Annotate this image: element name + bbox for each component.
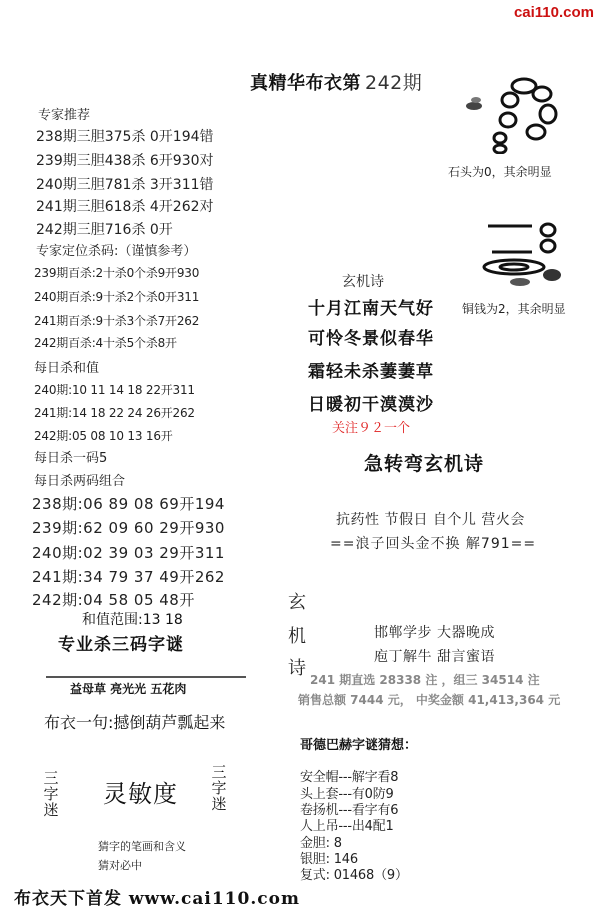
expert-line: 241期三胆618杀 4开262对: [36, 199, 214, 215]
position-line: 239期百杀:2十杀0个杀9开930: [34, 266, 200, 280]
expert-line: 239期三胆438杀 6开930对: [36, 153, 214, 169]
coin-caption: 铜钱为2，其余明显: [462, 302, 566, 316]
idiom-line: 庖丁解牛 甜言蜜语: [374, 649, 495, 665]
guess-note: 猜对必中: [98, 859, 142, 872]
goethe-line: 卷扬机---看字有6: [300, 803, 399, 818]
goethe-line: 人上吊---出4配1: [300, 819, 394, 834]
ji-char: 机: [288, 626, 306, 647]
shi-char: 诗: [288, 658, 306, 679]
goethe-line: 银胆: 146: [300, 852, 358, 867]
idiom-line: 邯郸学步 大器晚成: [374, 625, 495, 641]
poem-line: 霜轻未杀萋萋草: [308, 362, 434, 382]
vertical-right-text: 三字迷: [211, 763, 227, 813]
two-line: 238期:06 89 08 69开194: [32, 495, 225, 513]
sum-line: 240期:10 11 14 18 22开311: [34, 383, 195, 397]
turn-title: 急转弯玄机诗: [364, 453, 485, 475]
two-label: 每日杀两码组合: [34, 474, 126, 489]
words-line: 抗药性 节假日 自个儿 营火会: [336, 512, 525, 528]
site-logo[interactable]: cai110.com: [513, 4, 594, 21]
footer-banner[interactable]: 布衣天下首发 www.cai110.com: [14, 889, 300, 909]
position-label: 专家定位杀码:（谨慎参考）: [36, 244, 197, 259]
sum-line: 242期:05 08 10 13 16开: [34, 429, 173, 443]
poem-line: 可怜冬景似春华: [308, 329, 434, 349]
goethe-line: 安全帽---解字看8: [300, 770, 399, 785]
center-big-text: 灵敏度: [103, 780, 178, 808]
expert-line: 242期三胆716杀 0开: [36, 222, 173, 238]
two-line: 239期:62 09 60 29开930: [32, 519, 225, 537]
stone-figure-icon: [462, 64, 572, 154]
goethe-line: 头上套---有0防9: [300, 787, 394, 802]
expert-label: 专家推荐: [38, 108, 91, 123]
page-title: [250, 68, 422, 95]
coin-figure-icon: [470, 220, 570, 295]
sum-range: 和值范围:13 18: [82, 612, 183, 628]
stone-caption: 石头为0，其余明显: [448, 165, 552, 179]
xuan-char: 玄: [288, 592, 306, 613]
goethe-title: 哥德巴赫字谜猜想：: [300, 738, 418, 753]
two-line: 241期:34 79 37 49开262: [32, 568, 225, 586]
stats-line: 241 期直选 28338 注 ，组三 34514 注: [310, 673, 540, 687]
buyi-sentence: 布衣一句:撼倒葫芦瓢起来: [44, 713, 226, 732]
position-line: 240期百杀:9十杀2个杀0开311: [34, 290, 200, 304]
expert-line: 240期三胆781杀 3开311错: [36, 177, 214, 193]
divider: [46, 676, 246, 678]
vertical-left-text: 三字迷: [43, 769, 59, 819]
guess-note: 猜字的笔画和含义: [98, 840, 186, 853]
goethe-line: 金胆: 8: [300, 836, 342, 851]
two-line: 240期:02 39 03 29开311: [32, 544, 225, 562]
riddle-title: 专业杀三码字谜: [58, 635, 184, 655]
title-text: 真精华布衣第: [250, 73, 361, 94]
poem-label: 玄机诗: [342, 274, 384, 290]
stats-line: 销售总额 7444 元， 中奖金额 41,413,364 元: [298, 693, 561, 707]
poem-line: 十月江南天气好: [308, 299, 434, 319]
position-line: 242期百杀:4十杀5个杀8开: [34, 336, 177, 350]
title-issue: 242期: [365, 72, 423, 94]
goethe-line: 复式: 01468（9）: [300, 868, 408, 883]
two-line: 242期:04 58 05 48开: [32, 591, 195, 609]
position-line: 241期百杀:9十杀3个杀7开262: [34, 314, 200, 328]
one-code: 每日杀一码5: [34, 451, 108, 466]
poem-line: 日暖初干漠漠沙: [308, 395, 434, 415]
wave-line: ==浪子回头金不换 解791==: [330, 536, 537, 552]
sum-label: 每日杀和值: [34, 361, 100, 376]
sum-line: 241期:14 18 22 24 26开262: [34, 406, 195, 420]
follow-note: 关注９２一个: [332, 421, 411, 436]
expert-line: 238期三胆375杀 0开194错: [36, 129, 214, 145]
riddle-hint: 益母草 亮光光 五花肉: [70, 682, 187, 696]
